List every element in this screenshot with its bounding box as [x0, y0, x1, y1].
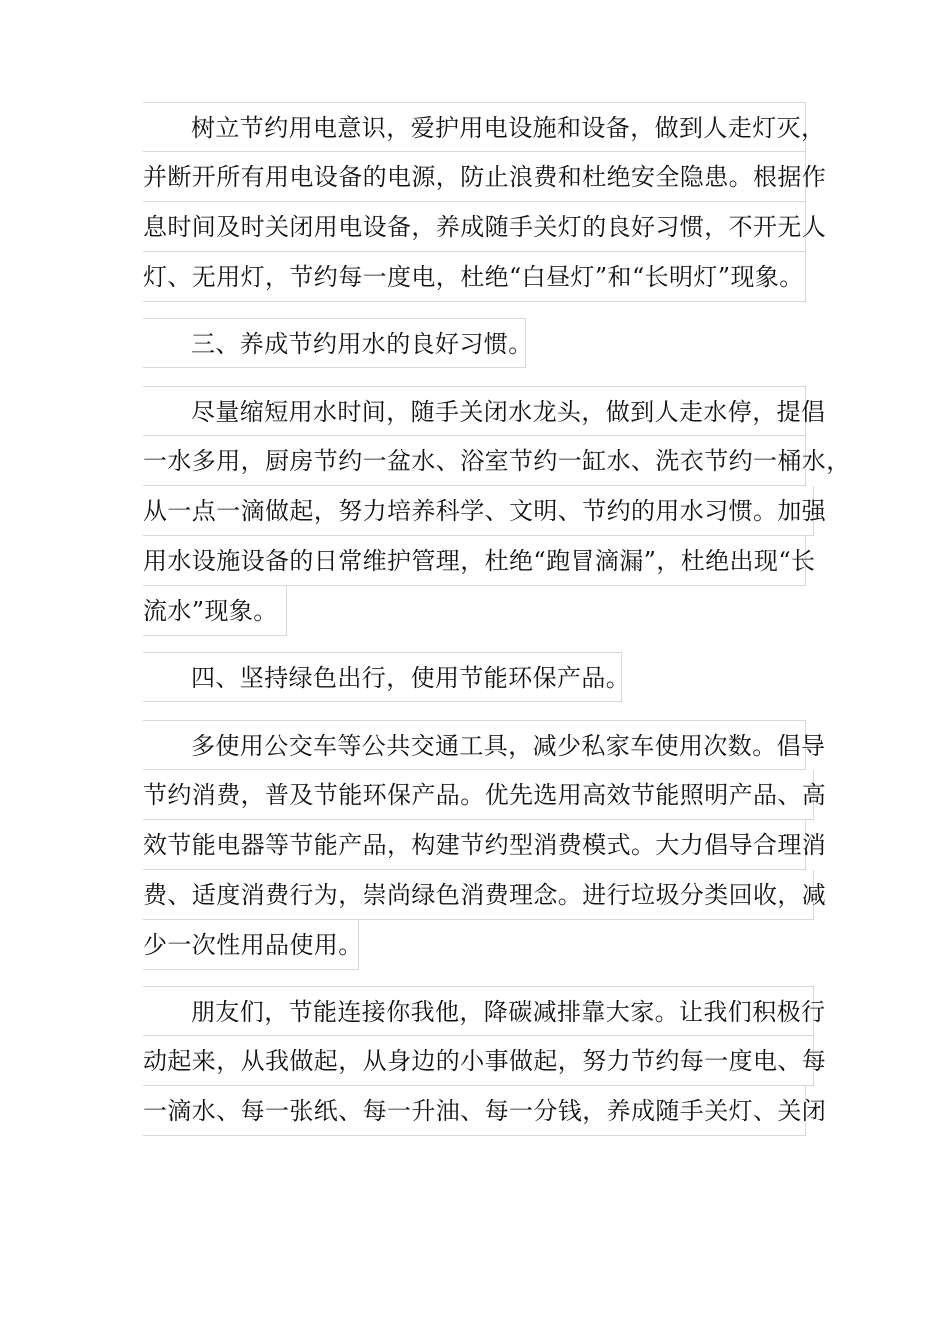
text-line: 多使用公交车等公共交通工具，减少私家车使用次数。倡导	[143, 720, 806, 770]
paragraph-electricity	[143, 102, 827, 302]
text-line: 尽量缩短用水时间，随手关闭水龙头，做到人走水停，提倡	[143, 386, 806, 436]
text-line: 一水多用，厨房节约一盆水、浴室节约一缸水、洗衣节约一桶水，	[143, 436, 806, 486]
section-heading-water	[143, 318, 823, 368]
text-line: 一滴水、每一张纸、每一升油、每一分钱，养成随手关灯、关闭	[143, 1086, 806, 1136]
text-line: 节约消费，普及节能环保产品。优先选用高效节能照明产品、高	[143, 770, 814, 820]
text-line: 息时间及时关闭用电设备，养成随手关灯的良好习惯，不开无人	[143, 202, 806, 252]
text-line: 树立节约用电意识，爱护用电设施和设备，做到人走灯灭，	[143, 102, 806, 152]
paragraph-water	[143, 386, 851, 636]
text-line: 流水”现象。	[143, 586, 287, 636]
text-line: 少一次性用品使用。	[143, 920, 359, 970]
text-line: 并断开所有用电设备的电源，防止浪费和杜绝安全隐患。根据作	[143, 152, 806, 202]
text-line: 从一点一滴做起，努力培养科学、文明、节约的用水习惯。加强	[143, 486, 814, 536]
text-line: 灯、无用灯，节约每一度电，杜绝“白昼灯”和“长明灯”现象。	[143, 252, 806, 302]
text-line: 效节能电器等节能产品，构建节约型消费模式。大力倡导合理消	[143, 820, 806, 870]
text-line: 动起来，从我做起，从身边的小事做起，努力节约每一度电、每	[143, 1036, 814, 1086]
text-line: 朋友们，节能连接你我他，降碳减排靠大家。让我们积极行	[143, 986, 814, 1036]
heading-text: 四、坚持绿色出行，使用节能环保产品。	[143, 652, 622, 702]
section-heading-green-travel	[143, 652, 823, 702]
text-line: 用水设施设备的日常维护管理，杜绝“跑冒滴漏”，杜绝出现“长	[143, 536, 806, 586]
text-line: 费、适度消费行为，崇尚绿色消费理念。进行垃圾分类回收，减	[143, 870, 814, 920]
paragraph-appeal	[143, 986, 827, 1136]
paragraph-green-consumption	[143, 720, 827, 970]
heading-text: 三、养成节约用水的良好习惯。	[143, 318, 526, 368]
